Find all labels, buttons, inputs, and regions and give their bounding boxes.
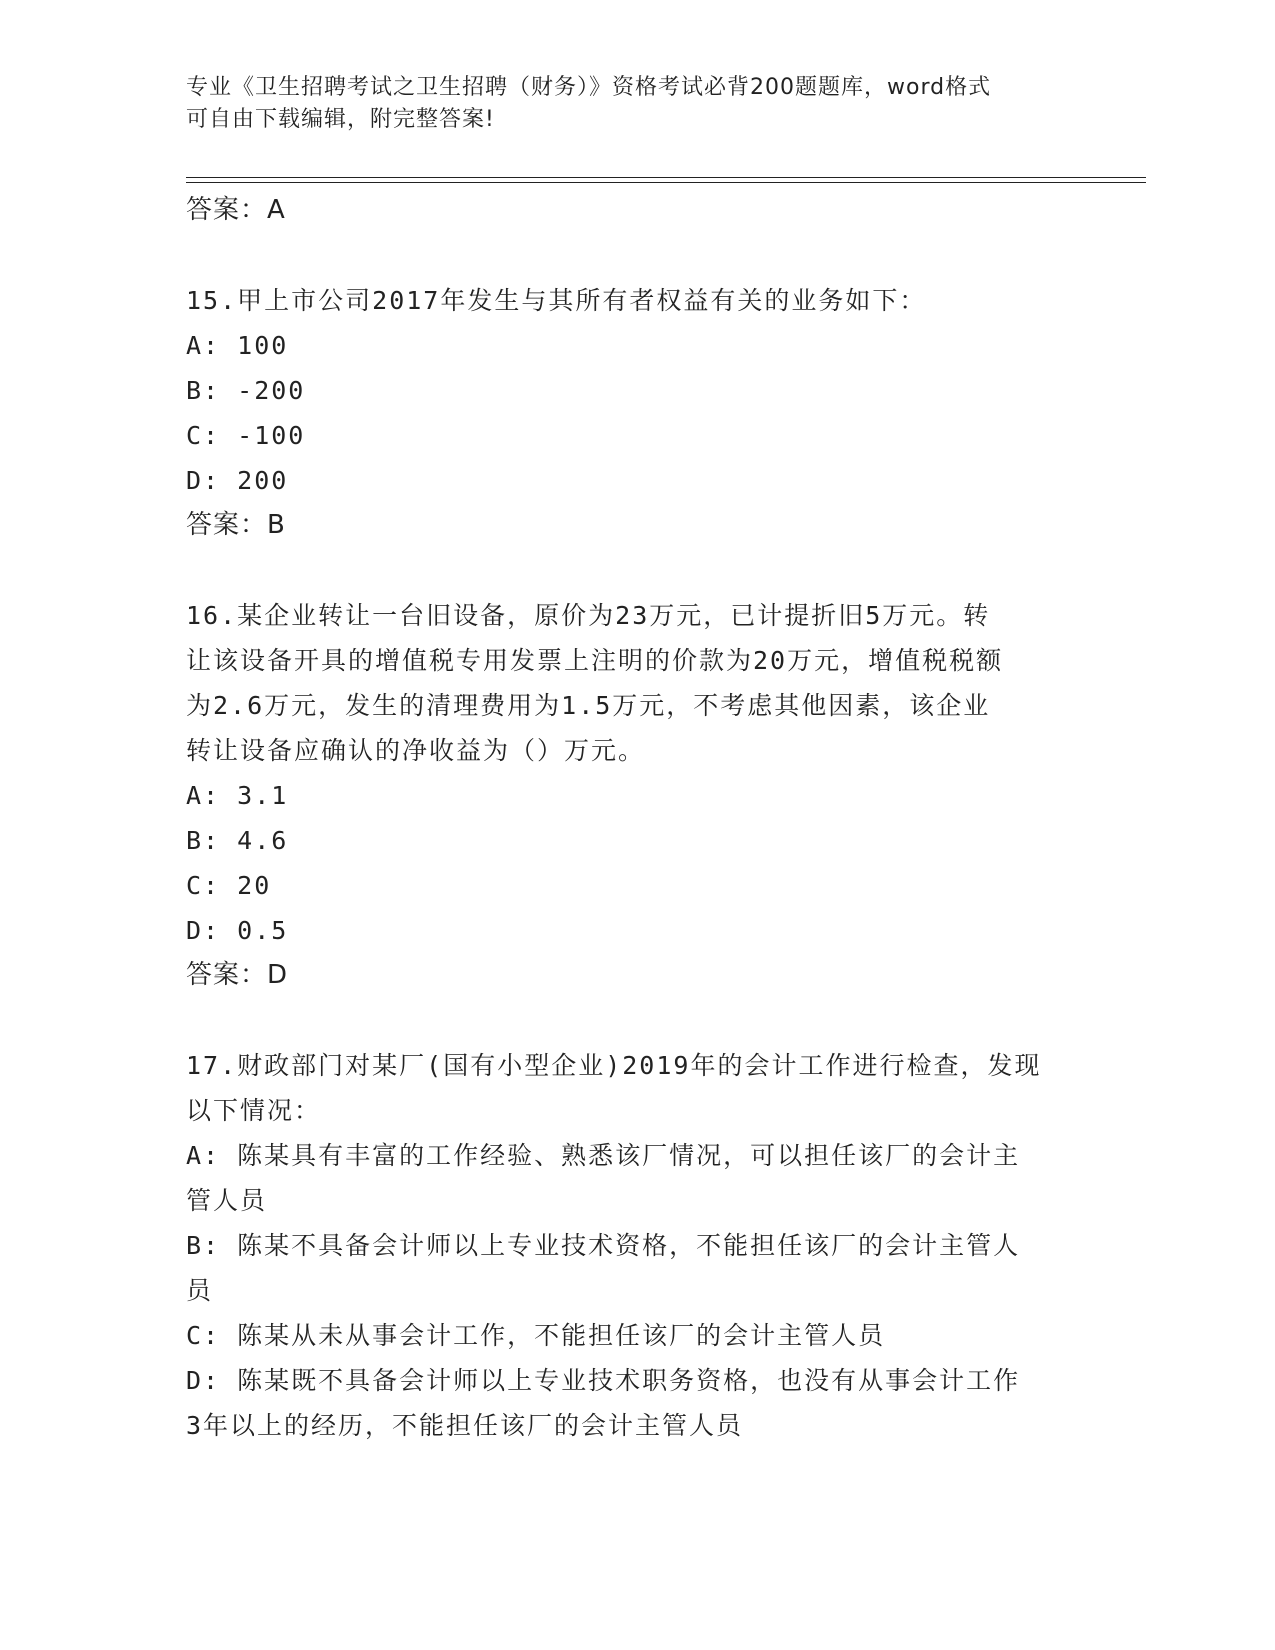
option-c: C: -100	[186, 421, 306, 450]
option-a: A: 陈某具有丰富的工作经验、熟悉该厂情况，可以担任该厂的会计主	[186, 1141, 1021, 1170]
question-17	[186, 1043, 1086, 1448]
answer: 答案：D	[186, 960, 289, 990]
option-d: D: 陈某既不具备会计师以上专业技术职务资格，也没有从事会计工作	[186, 1366, 1021, 1395]
option-a-continued: 管人员	[186, 1186, 268, 1215]
option-d-continued: 3年以上的经历，不能担任该厂的会计主管人员	[186, 1411, 744, 1440]
option-c: C: 陈某从未从事会计工作，不能担任该厂的会计主管人员	[186, 1321, 886, 1350]
question-16	[186, 593, 1086, 998]
answer: 答案：B	[186, 510, 286, 540]
question-stem-line: 转让设备应确认的净收益为（）万元。	[186, 736, 646, 765]
header-rule-top	[186, 177, 1146, 178]
question-15	[186, 278, 1086, 548]
option-b: B: 4.6	[186, 826, 289, 855]
question-stem-line: 以下情况：	[186, 1096, 322, 1125]
option-a: A: 3.1	[186, 781, 289, 810]
header-line-2: 可自由下载编辑，附完整答案!	[186, 107, 495, 132]
header-rule-bottom	[186, 182, 1146, 183]
document-header	[186, 72, 1066, 136]
header-line-1: 专业《卫生招聘考试之卫生招聘（财务）》资格考试必背200题题库，word格式	[186, 75, 992, 100]
option-d: D: 0.5	[186, 916, 289, 945]
option-b-continued: 员	[186, 1276, 214, 1305]
question-stem-line: 17.财政部门对某厂(国有小型企业)2019年的会计工作进行检查，发现	[186, 1051, 1042, 1080]
option-b: B: -200	[186, 376, 306, 405]
spacer	[186, 233, 1086, 278]
option-a: A: 100	[186, 331, 289, 360]
option-c: C: 20	[186, 871, 272, 900]
question-content	[186, 188, 1086, 1448]
question-stem-line: 为2.6万元，发生的清理费用为1.5万元，不考虑其他因素，该企业	[186, 691, 991, 720]
previous-answer: 答案：A	[186, 195, 286, 225]
question-stem: 15.甲上市公司2017年发生与其所有者权益有关的业务如下：	[186, 286, 927, 315]
option-b: B: 陈某不具备会计师以上专业技术资格，不能担任该厂的会计主管人	[186, 1231, 1021, 1260]
spacer	[186, 998, 1086, 1043]
question-stem-line: 16.某企业转让一台旧设备，原价为23万元，已计提折旧5万元。转	[186, 601, 991, 630]
spacer	[186, 548, 1086, 593]
question-stem-line: 让该设备开具的增值税专用发票上注明的价款为20万元，增值税税额	[186, 646, 1004, 675]
option-d: D: 200	[186, 466, 289, 495]
